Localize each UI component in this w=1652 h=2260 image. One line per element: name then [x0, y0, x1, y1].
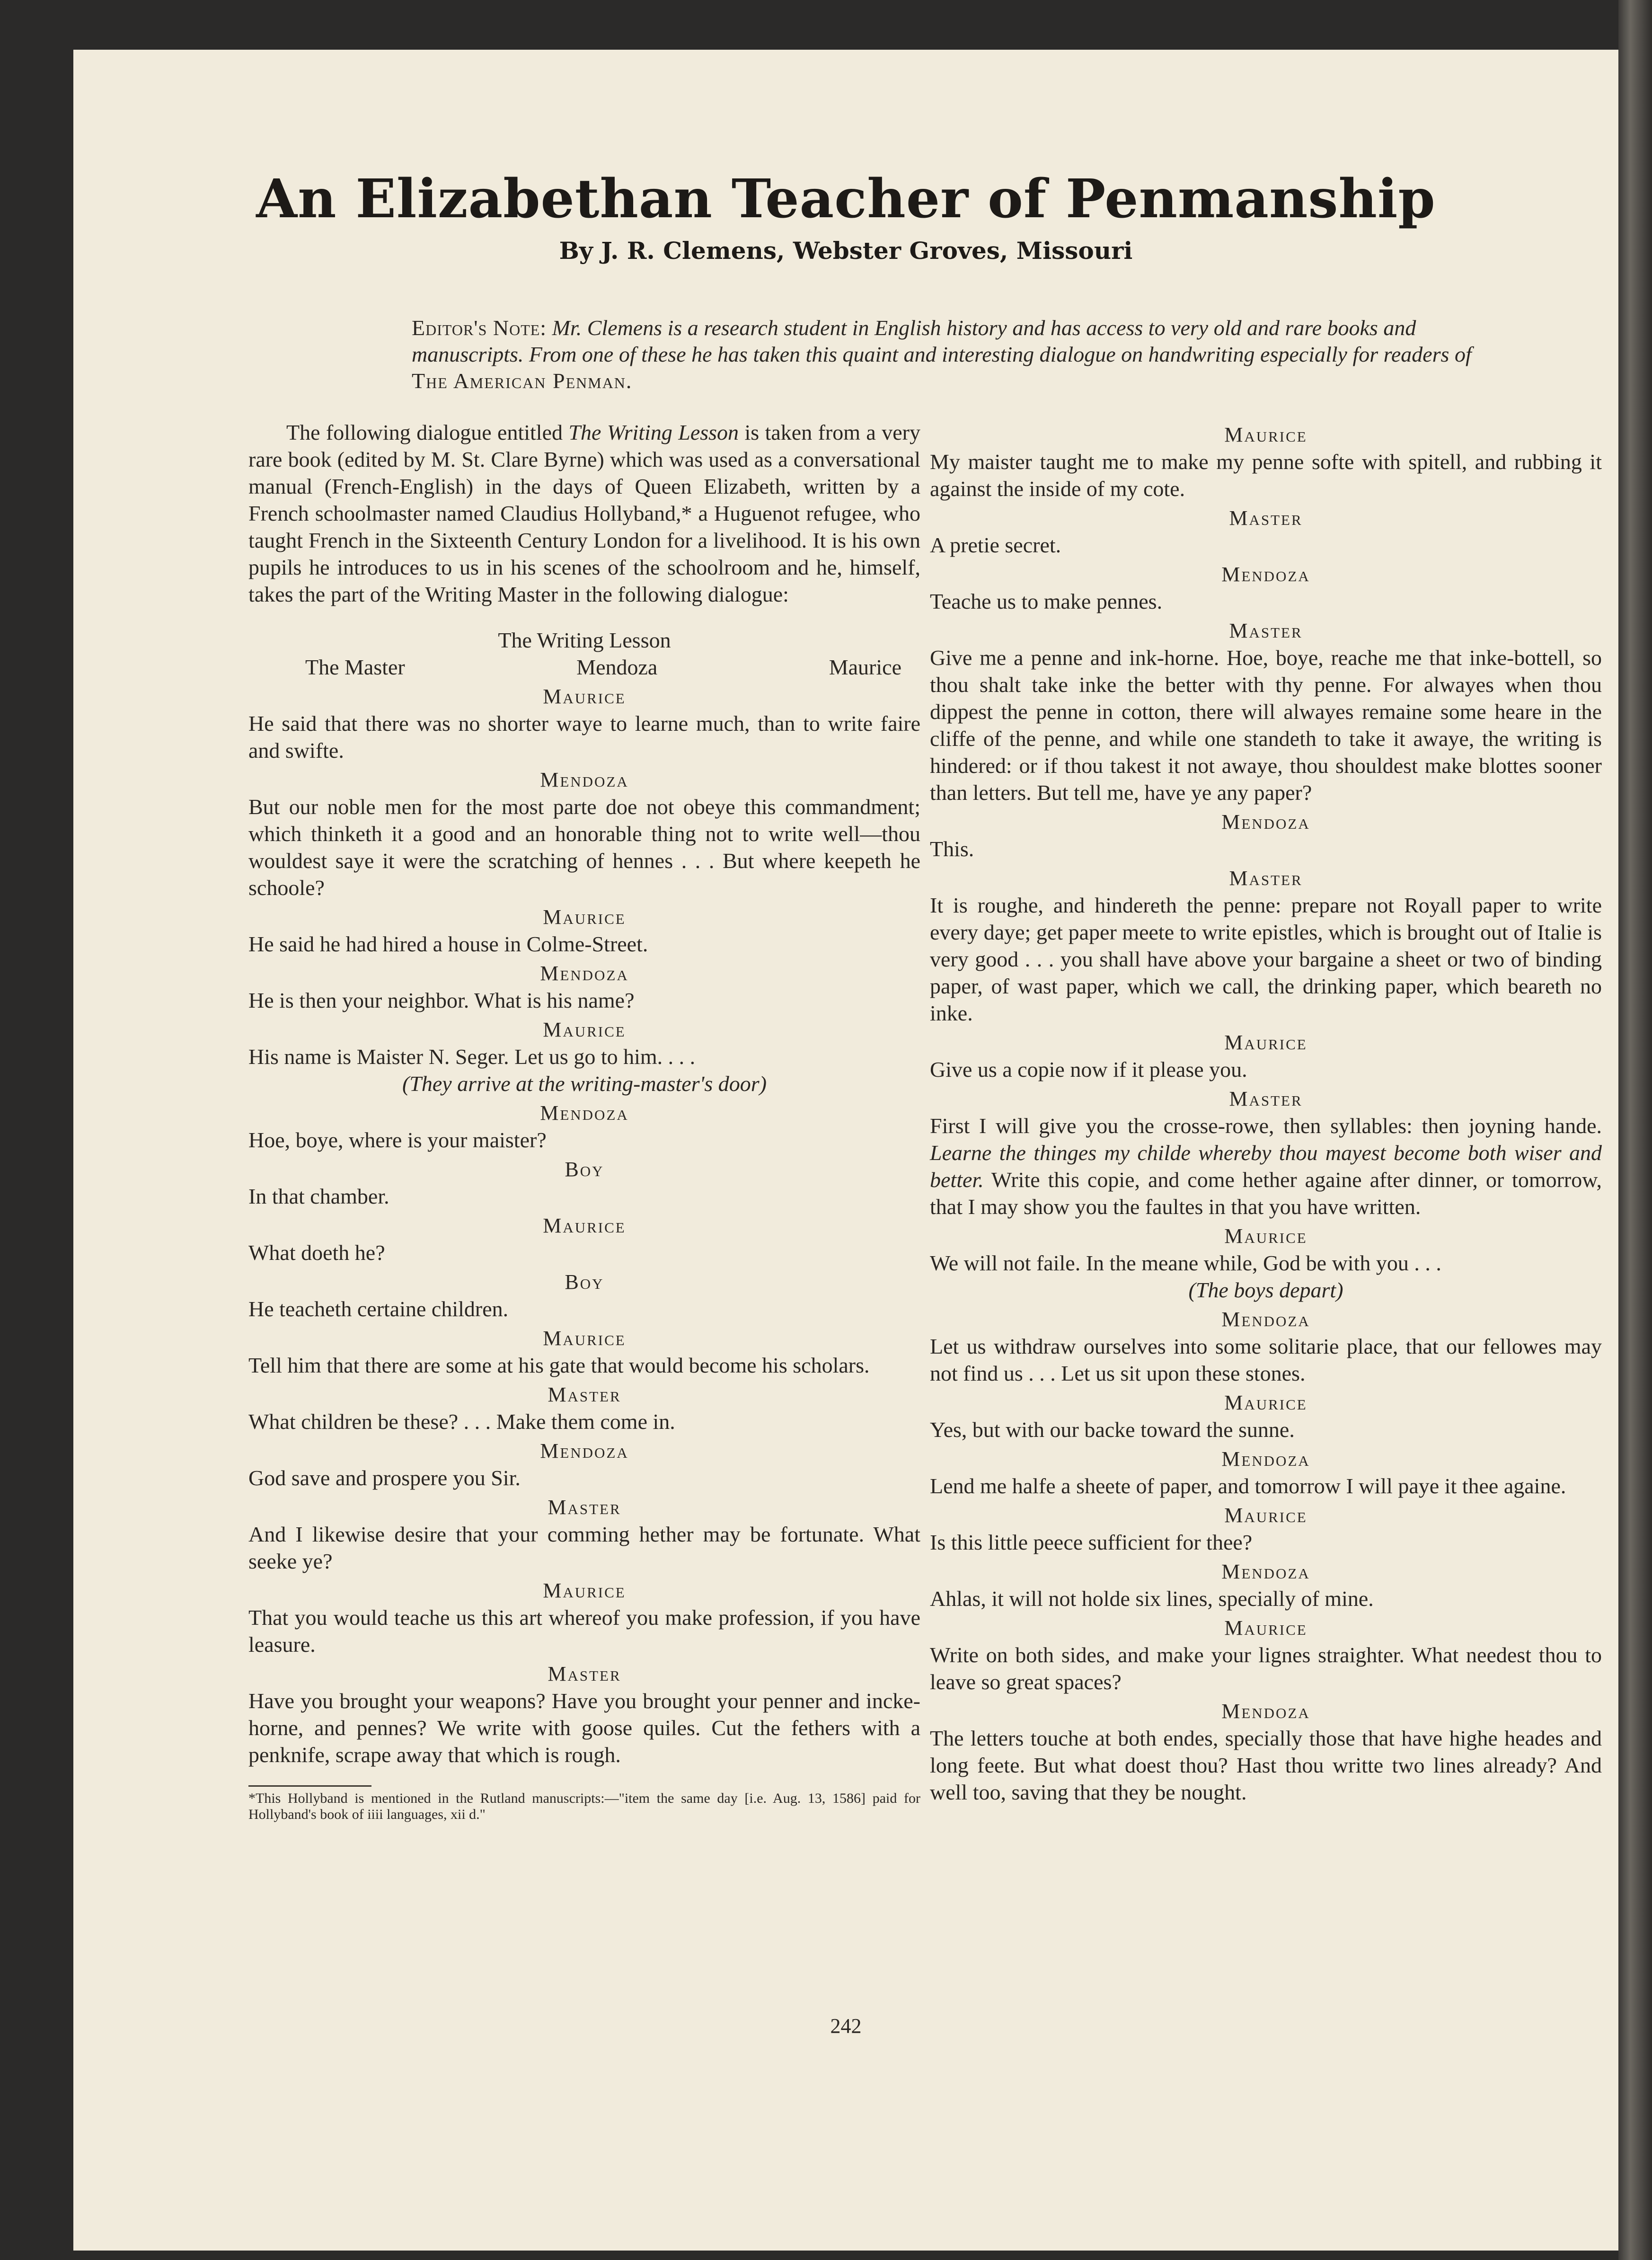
dialogue-line: [248, 1126, 920, 1153]
speaker-name: Mendoza: [540, 768, 629, 791]
dialogue-text-continued: Write this copie, and come hether againe after dinner, or tomorrow, that I may show you the faultes in that you have written.: [930, 1168, 1602, 1219]
speaker-name: Maurice: [543, 1579, 626, 1602]
dialogue-text: Is this little peece sufficient for thee?: [930, 1530, 1253, 1554]
speaker-name: Mendoza: [1221, 810, 1310, 833]
dialogue-line: [930, 892, 1602, 1027]
speaker-name: Mendoza: [540, 962, 629, 985]
speaker-name: Maurice: [1224, 1504, 1307, 1527]
dialogue-line: [248, 1687, 920, 1768]
speaker-name: Maurice: [1224, 1616, 1307, 1640]
dialogue-text: Let us withdraw ourselves into some solitarie place, that our fellowes may not find us . . . Let us sit upon these stones.: [930, 1334, 1602, 1385]
intro-paragraph: [248, 419, 920, 608]
speaker-name: Maurice: [1224, 1031, 1307, 1054]
speaker-name: Mendoza: [540, 1101, 629, 1125]
speaker-name: Maurice: [543, 685, 626, 708]
dialogue-text: He said he had hired a house in Colme-Street.: [248, 932, 648, 956]
editors-note-publication: The American Penman.: [412, 369, 633, 393]
footnote: *This Hollyband is mentioned in the Rutland manuscripts:—"item the same day [i.e. Aug. 13, 1586] paid for Hollyband's book of iiii languages, xii d.": [248, 1790, 920, 1822]
dialogue-text: This.: [930, 837, 974, 861]
speaker-name: Master: [1229, 1087, 1303, 1110]
dialogue-text: He is then your neighbor. What is his name?: [248, 988, 635, 1012]
speaker-name: Maurice: [1224, 1224, 1307, 1248]
dialogue-line: [930, 1641, 1602, 1695]
dialogue-text: Lend me halfe a sheete of paper, and tomorrow I will paye it thee againe.: [930, 1474, 1566, 1498]
cast-list: [248, 654, 920, 681]
lesson-title: The Writing Lesson: [498, 628, 671, 652]
left-dialogue: [248, 683, 920, 1768]
dialogue-line: [930, 835, 1602, 862]
editors-note-lead: Editor's Note:: [412, 316, 547, 340]
dialogue-line: [248, 710, 920, 764]
dialogue-text: God save and prospere you Sir.: [248, 1466, 521, 1490]
left-column: [248, 419, 920, 1823]
speaker-name: Master: [548, 1383, 621, 1406]
dialogue-text: Yes, but with our backe toward the sunne.: [930, 1418, 1295, 1442]
dialogue-text: And I likewise desire that your comming hether may be fortunate. What seeke ye?: [248, 1522, 920, 1573]
intro-text-2: is taken from a very rare book (edited by M. St. Clare Byrne) which was used as a conversational manual (French-English) in the days of Queen Elizabeth, written by a French schoolmaster named Claudius Hollyband,* a Huguenot refugee, who taught French in the Sixteenth Century London for a livelihood. It is his own pupils he introduces to us in his scenes of the schoolroom and he, himself, takes the part of the Writing Master in the following dialogue:: [248, 420, 921, 606]
article-title: An Elizabethan Teacher of Penmanship: [256, 168, 1436, 230]
dialogue-text: Hoe, boye, where is your maister?: [248, 1128, 547, 1152]
dialogue-text: He said that there was no shorter waye to learne much, than to write faire and swifte.: [248, 711, 920, 762]
speaker-name: Mendoza: [1221, 1700, 1310, 1723]
dialogue-line: [930, 1333, 1602, 1387]
dialogue-line: [248, 1604, 920, 1658]
dialogue-line: [930, 448, 1602, 502]
copy-text-italic: Learne the thinges my childe whereby thou mayest become both wiser and better.: [930, 1141, 1602, 1192]
speaker-name: Maurice: [543, 1327, 626, 1350]
dialogue-text: Give me a penne and ink-horne. Hoe, boye, reache me that inke-bottell, so thou shalt take inke the better with thy penne. For alwayes when thou dippest the penne in cotton, there will alwayes remaine some heare in the cliffe of the penne, and while one standeth to take it awaye, the writing is hindered: or if thou takest it not awaye, thou shouldest make blottes sooner than letters. But tell me, have ye any paper?: [930, 646, 1602, 805]
dialogue-line: [930, 644, 1602, 806]
dialogue-line: [930, 1472, 1602, 1499]
dialogue-line: [248, 1043, 920, 1070]
editors-note-text: Mr. Clemens is a research student in English history and has access to very old and rare books and manuscripts. From one of these he has taken this quaint and interesting dialogue on handwriting especially for readers of: [412, 316, 1472, 366]
dialogue-line: [930, 588, 1602, 615]
dialogue-text: Ahlas, it will not holde six lines, specially of mine.: [930, 1586, 1374, 1611]
right-dialogue: [930, 422, 1602, 1806]
intro-book-title: The Writing Lesson: [568, 420, 739, 444]
cast-maurice: Maurice: [829, 655, 901, 679]
dialogue-line: [248, 1464, 920, 1491]
speaker-name: Master: [548, 1662, 621, 1685]
dialogue-line: [930, 1416, 1602, 1443]
dialogue-text: But our noble men for the most parte doe not obeye this commandment; which thinketh it a good and an honorable thing not to write well—thou wouldest saye it were the scratching of hennes . . . But where keepeth he schoole?: [248, 795, 920, 900]
dialogue-line: [930, 532, 1602, 558]
dialogue-line: [930, 1250, 1602, 1276]
dialogue-text: Write on both sides, and make your lignes straighter. What needest thou to leave so great spaces?: [930, 1643, 1602, 1694]
speaker-name: Master: [1229, 867, 1303, 890]
speaker-name: Boy: [565, 1158, 604, 1181]
dialogue-line: [930, 1056, 1602, 1083]
speaker-name: Mendoza: [1221, 1560, 1310, 1583]
dialogue-text: My maister taught me to make my penne softe with spitell, and rubbing it against the inside of my cote.: [930, 450, 1602, 501]
magazine-page: [73, 50, 1618, 2251]
page-number: 242: [830, 2014, 862, 2038]
speaker-name: Maurice: [543, 905, 626, 929]
dialogue-text: Give us a copie now if it please you.: [930, 1057, 1247, 1081]
speaker-name: Mendoza: [540, 1439, 629, 1462]
dialogue-text: First I will give you the crosse-rowe, then syllables: then joyning hande.: [930, 1114, 1602, 1138]
speaker-name: Maurice: [543, 1018, 626, 1041]
speaker-name: Mendoza: [1221, 1308, 1310, 1331]
article-byline: By J. R. Clemens, Webster Groves, Missouri: [559, 237, 1133, 265]
dialogue-line: [930, 1585, 1602, 1612]
speaker-name: Boy: [565, 1270, 604, 1294]
dialogue-text: What children be these? . . . Make them come in.: [248, 1409, 675, 1434]
dialogue-text: His name is Maister N. Seger. Let us go to him. . . .: [248, 1045, 696, 1069]
speaker-name: Mendoza: [1221, 563, 1310, 586]
speaker-name: Master: [1229, 619, 1303, 642]
dialogue-text: A pretie secret.: [930, 533, 1061, 557]
speaker-name: Master: [1229, 506, 1303, 530]
speaker-name: Maurice: [1224, 1391, 1307, 1414]
dialogue-text: It is roughe, and hindereth the penne: prepare not Royall paper to write every daye; get paper meete to write epistles, which is brought out of Italie is very good . . . you shall have above your bargaine a sheet or two of binding paper, of wast paper, which we call, the drinking paper, which beareth no inke.: [930, 893, 1602, 1025]
stage-direction: (They arrive at the writing-master's door): [402, 1072, 767, 1096]
dialogue-text: The letters touche at both endes, specially those that have highe heades and long feete. But what doest thou? Hast thou writte two lines already? And well too, saving that they be nought.: [930, 1726, 1602, 1804]
dialogue-text: What doeth he?: [248, 1241, 385, 1265]
dialogue-line: [248, 1408, 920, 1435]
dialogue-text: Tell him that there are some at his gate that would become his scholars.: [248, 1353, 870, 1377]
book-spine: [1618, 0, 1652, 2260]
dialogue-text: In that chamber.: [248, 1184, 389, 1208]
footnote-rule: [248, 1785, 371, 1787]
dialogue-line: [248, 793, 920, 901]
dialogue-text: Have you brought your weapons? Have you brought your penner and incke-horne, and pennes? We write with goose quiles. Cut the fethers with a penknife, scrape away that which is rough.: [248, 1689, 920, 1767]
dialogue-line: [248, 1239, 920, 1266]
dialogue-line: [248, 1183, 920, 1210]
stage-direction: (The boys depart): [1188, 1278, 1343, 1302]
intro-text-1: The following dialogue entitled: [286, 420, 563, 444]
speaker-name: Mendoza: [1221, 1447, 1310, 1471]
dialogue-line: [248, 931, 920, 957]
speaker-name: Maurice: [543, 1214, 626, 1237]
dialogue-text: Teache us to make pennes.: [930, 589, 1163, 613]
dialogue-text: He teacheth certaine children.: [248, 1297, 509, 1321]
editors-note: [412, 315, 1476, 394]
speaker-name: Master: [548, 1496, 621, 1519]
dialogue-text: That you would teache us this art whereof you make profession, if you have leasure.: [248, 1605, 920, 1657]
speaker-name: Maurice: [1224, 423, 1307, 446]
dialogue-line: [930, 1725, 1602, 1806]
dialogue-line: [248, 1352, 920, 1379]
right-column: [930, 419, 1602, 1806]
dialogue-line: [248, 1521, 920, 1575]
dialogue-line: [930, 1112, 1602, 1220]
dialogue-line: [248, 987, 920, 1014]
article-header: [73, 168, 1618, 265]
dialogue-text: We will not faile. In the meane while, God be with you . . .: [930, 1251, 1441, 1275]
dialogue-line: [930, 1529, 1602, 1556]
cast-master: The Master: [305, 655, 405, 679]
dialogue-line: [248, 1295, 920, 1322]
cast-mendoza: Mendoza: [576, 655, 658, 679]
